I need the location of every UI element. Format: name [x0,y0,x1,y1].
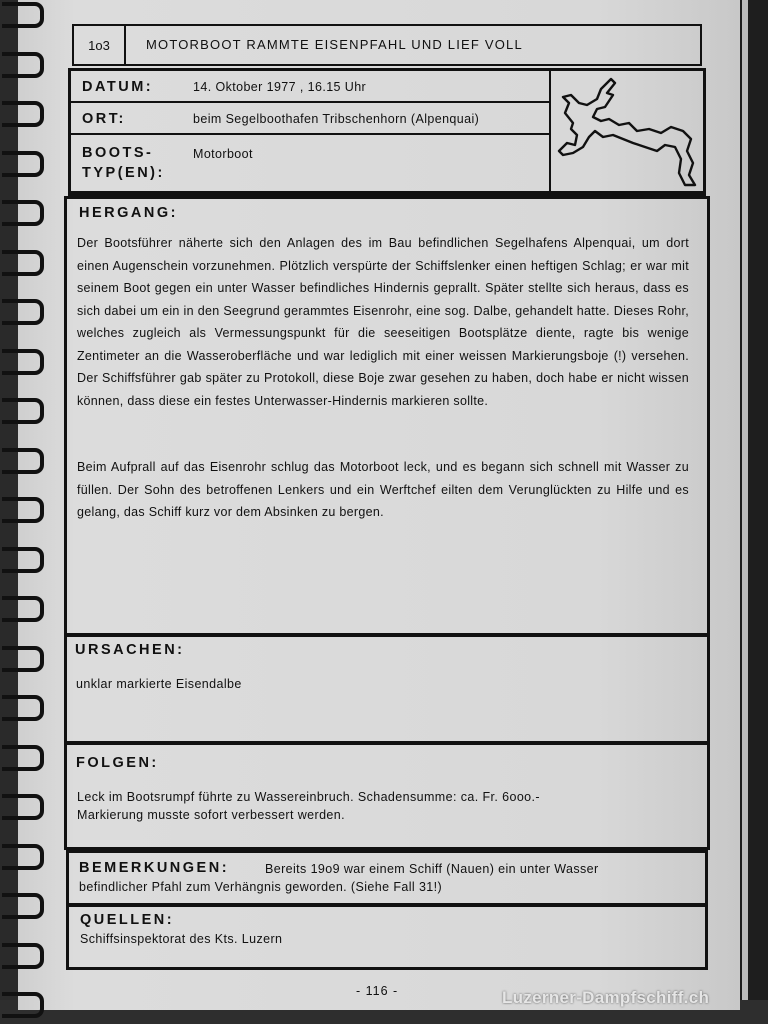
binding-ring [2,2,44,28]
binding-ring [2,151,44,177]
binding-ring [2,101,44,127]
folgen-text-line2: Markierung musste sofort verbessert werden. [77,808,345,822]
binding-ring [2,547,44,573]
binding-ring [2,893,44,919]
binding-ring [2,200,44,226]
binding-ring [2,52,44,78]
binding-ring [2,646,44,672]
hergang-paragraph-2: Beim Aufprall auf das Eisenrohr schlug das Motorboot leck, und es begann sich schnell mit Wasser zu füllen. Der Sohn des betroffenen Lenkers und ein Werftchef eilten dem Verunglückten zu Hilfe und es gelang, das Schiff kurz vor dem Absinken zu bergen. [77,460,689,519]
bootstyp-value: Motorboot [193,147,253,161]
binding-ring [2,349,44,375]
datum-value: 14. Oktober 1977 , 16.15 Uhr [193,80,367,94]
hergang-label: HERGANG: [79,205,178,221]
bootstyp-label-line2: TYP(EN): [82,165,165,181]
report-number: 1o3 [74,26,126,64]
ort-value: beim Segelboothafen Tribschenhorn (Alpenquai) [193,112,480,126]
quellen-text: Schiffsinspektorat des Kts. Luzern [80,932,283,946]
hergang-box [64,196,710,636]
ursachen-label: URSACHEN: [75,642,185,658]
binding-ring [2,398,44,424]
datum-label: DATUM: [82,79,154,95]
lake-map-icon [553,73,703,191]
ort-label: ORT: [82,111,126,127]
quellen-box [66,904,708,970]
binding-ring [2,943,44,969]
binding-ring [2,299,44,325]
binding-ring [2,695,44,721]
watermark: Luzerner-Dampfschiff.ch [502,988,710,1007]
binding-ring [2,250,44,276]
bemerkungen-text-line2: befindlicher Pfahl zum Verhängnis geworden. (Siehe Fall 31!) [79,880,443,894]
binding-ring [2,992,44,1018]
binding-ring [2,794,44,820]
binding-ring [2,745,44,771]
spiral-binding [0,0,44,1024]
bemerkungen-text-line1: Bereits 19o9 war einem Schiff (Nauen) ein unter Wasser [265,862,599,876]
ursachen-box [64,634,710,744]
folgen-label: FOLGEN: [76,755,159,771]
binding-ring [2,497,44,523]
header-fields-box [68,68,706,196]
ursachen-text: unklar markierte Eisendalbe [76,677,242,691]
title-box [72,24,702,66]
folgen-text-line1: Leck im Bootsrumpf führte zu Wassereinbruch. Schadensumme: ca. Fr. 6ooo.- [77,790,540,804]
bemerkungen-label: BEMERKUNGEN: [79,860,230,876]
page-right-edge [740,0,768,1024]
quellen-label: QUELLEN: [80,912,175,928]
page-number: - 116 - [356,984,399,998]
bemerkungen-box [66,850,708,906]
binding-ring [2,448,44,474]
binding-ring [2,596,44,622]
binding-ring [2,844,44,870]
bootstyp-label-line1: BOOTS- [82,145,154,161]
report-title: MOTORBOOT RAMMTE EISENPFAHL UND LIEF VOLL [146,37,523,52]
folgen-box [64,742,710,850]
hergang-paragraph-1: Der Bootsführer näherte sich den Anlagen des im Bau befindlichen Segelhafens Alpenquai, um dort einen Augenschein vorzunehmen. Plötzlich verspürte der Schiffslenker einen heftigen Schlag; er war mit seinem Boot gegen ein unter Wasser befindliches Hindernis geprallt. Später stellte sich heraus, dass es sich dabei um ein in den Seegrund gerammtes Eisenrohr, eine sog. Dalbe, gehandelt hatte. Dieses Rohr, welches zugleich als Vermessungspunkt für die seeseitigen Bootsplätze diente, ragte bis wenige Zentimeter an die Wasseroberfläche und war lediglich mit einer weissen Markierungsboje (!) versehen. Der Schiffsführer gab später zu Protokoll, diese Boje zwar gesehen zu haben, doch habe er nicht wissen können, dass diese ein festes Unterwasser-Hindernis markieren sollte. [77,236,689,408]
